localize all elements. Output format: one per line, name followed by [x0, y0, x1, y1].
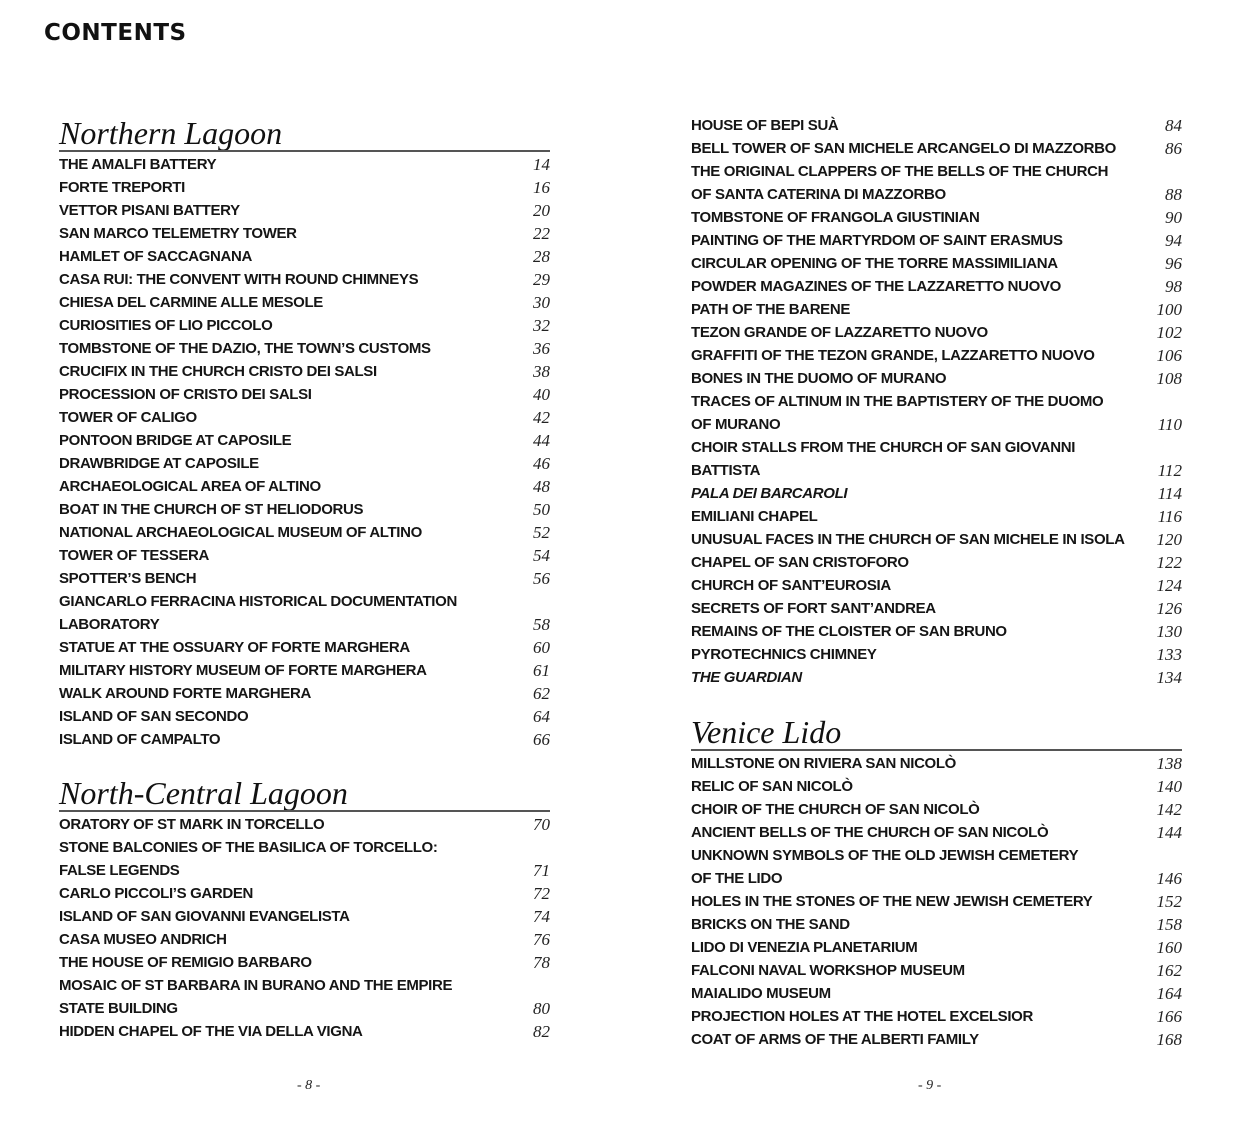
toc-entry[interactable] — [59, 728, 550, 751]
entry-title[interactable]: FALSE LEGENDS — [59, 862, 180, 879]
entry-title[interactable]: MAIALIDO MUSEUM — [691, 985, 831, 1002]
entry-page-number: 160 — [1156, 938, 1182, 957]
entry-page-number: 20 — [533, 201, 550, 220]
entry-page-number: 58 — [533, 615, 550, 634]
entry-title[interactable]: HOLES IN THE STONES OF THE NEW JEWISH CEMETERY — [691, 893, 1093, 910]
toc-entry[interactable] — [59, 406, 550, 429]
toc-entry[interactable] — [691, 160, 1182, 183]
entry-page-number: 14 — [533, 155, 550, 174]
toc-entry[interactable] — [59, 882, 550, 905]
entry-page-number: 90 — [1165, 208, 1182, 227]
entry-page-number: 122 — [1156, 553, 1182, 572]
entry-title[interactable]: SPOTTER’S BENCH — [59, 570, 197, 587]
entry-page-number: 102 — [1156, 323, 1182, 342]
toc-entry[interactable] — [691, 982, 1182, 1005]
entry-page-number: 76 — [533, 930, 550, 949]
entry-title[interactable]: HAMLET OF SACCAGNANA — [59, 248, 252, 265]
toc-entry[interactable] — [59, 1020, 550, 1043]
toc-entry[interactable] — [59, 567, 550, 590]
section-heading: Northern Lagoon — [59, 115, 283, 151]
toc-entry[interactable] — [59, 636, 550, 659]
entry-title[interactable]: CRUCIFIX IN THE CHURCH CRISTO DEI SALSI — [59, 363, 377, 380]
toc-entry[interactable] — [59, 498, 550, 521]
entry-page-number: 94 — [1165, 231, 1182, 250]
toc-entry[interactable] — [691, 206, 1182, 229]
entry-page-number: 40 — [533, 385, 550, 404]
toc-entry[interactable] — [59, 337, 550, 360]
toc-entry[interactable] — [691, 436, 1182, 459]
toc-entry[interactable] — [59, 859, 550, 882]
toc-entry[interactable] — [691, 844, 1182, 867]
entry-page-number: 54 — [533, 546, 550, 565]
entry-page-number: 164 — [1156, 984, 1182, 1003]
toc-entry[interactable] — [59, 659, 550, 682]
entry-title[interactable]: REMAINS OF THE CLOISTER OF SAN BRUNO — [691, 623, 1007, 640]
entry-title[interactable]: STATUE AT THE OSSUARY OF FORTE MARGHERA — [59, 639, 410, 656]
toc-entry[interactable] — [59, 360, 550, 383]
entry-title[interactable]: CHOIR OF THE CHURCH OF SAN NICOLÒ — [691, 801, 980, 818]
toc-entry[interactable] — [59, 314, 550, 337]
toc-entry[interactable] — [59, 429, 550, 452]
toc-entry[interactable] — [691, 821, 1182, 844]
entry-page-number: 126 — [1156, 599, 1182, 618]
entry-title[interactable]: BONES IN THE DUOMO OF MURANO — [691, 370, 947, 387]
entry-title[interactable]: THE GUARDIAN — [691, 669, 802, 686]
entry-page-number: 46 — [533, 454, 550, 473]
toc-entry[interactable] — [59, 245, 550, 268]
entry-page-number: 158 — [1156, 915, 1182, 934]
entry-page-number: 64 — [533, 707, 550, 726]
entry-title[interactable]: OF MURANO — [691, 416, 781, 433]
entry-page-number: 86 — [1165, 139, 1182, 158]
entry-title[interactable]: ISLAND OF SAN GIOVANNI EVANGELISTA — [59, 908, 350, 925]
entry-page-number: 110 — [1157, 415, 1182, 434]
entry-title[interactable]: CASA RUI: THE CONVENT WITH ROUND CHIMNEYS — [59, 271, 419, 288]
entry-page-number: 29 — [533, 270, 550, 289]
entry-title[interactable]: STONE BALCONIES OF THE BASILICA OF TORCELLO: — [59, 839, 438, 856]
entry-title[interactable]: MILITARY HISTORY MUSEUM OF FORTE MARGHERA — [59, 662, 427, 679]
toc-entry[interactable] — [691, 229, 1182, 252]
toc-entry[interactable] — [691, 890, 1182, 913]
entry-title[interactable]: LABORATORY — [59, 616, 160, 633]
entry-page-number: 140 — [1156, 777, 1182, 796]
entry-page-number: 42 — [533, 408, 550, 427]
entry-page-number: 142 — [1156, 800, 1182, 819]
entry-title[interactable]: FALCONI NAVAL WORKSHOP MUSEUM — [691, 962, 965, 979]
toc-entry[interactable] — [59, 705, 550, 728]
entry-page-number: 124 — [1156, 576, 1182, 595]
entry-page-number: 144 — [1156, 823, 1182, 842]
entry-title[interactable]: THE AMALFI BATTERY — [59, 156, 217, 173]
toc-entry[interactable] — [691, 936, 1182, 959]
entry-page-number: 134 — [1156, 668, 1182, 687]
entry-title[interactable]: CIRCULAR OPENING OF THE TORRE MASSIMILIANA — [691, 255, 1058, 272]
entry-title[interactable]: TOMBSTONE OF THE DAZIO, THE TOWN’S CUSTOMS — [59, 340, 431, 357]
toc-entry[interactable] — [691, 1028, 1182, 1051]
toc-entry[interactable] — [59, 836, 550, 859]
entry-page-number: 60 — [533, 638, 550, 657]
toc-entry[interactable] — [59, 199, 550, 222]
entry-title[interactable]: UNKNOWN SYMBOLS OF THE OLD JEWISH CEMETERY — [691, 847, 1079, 864]
entry-page-number: 32 — [533, 316, 550, 335]
toc-entry[interactable] — [691, 574, 1182, 597]
section-divider — [59, 810, 550, 812]
entry-title[interactable]: CURIOSITIES OF LIO PICCOLO — [59, 317, 273, 334]
entry-title[interactable]: PONTOON BRIDGE AT CAPOSILE — [59, 432, 292, 449]
entry-title[interactable]: HIDDEN CHAPEL OF THE VIA DELLA VIGNA — [59, 1023, 363, 1040]
toc-entry[interactable] — [691, 114, 1182, 137]
section-divider — [691, 749, 1182, 751]
toc-entry[interactable] — [59, 383, 550, 406]
entry-page-number: 100 — [1156, 300, 1182, 319]
toc-entry[interactable] — [59, 153, 550, 176]
entry-page-number: 62 — [533, 684, 550, 703]
toc-entry[interactable] — [59, 452, 550, 475]
entry-title[interactable]: BELL TOWER OF SAN MICHELE ARCANGELO DI MAZZORBO — [691, 140, 1116, 157]
toc-entry[interactable] — [691, 752, 1182, 775]
toc-entry[interactable] — [691, 413, 1182, 436]
entry-page-number: 162 — [1156, 961, 1182, 980]
toc-entry[interactable] — [691, 551, 1182, 574]
entry-title[interactable]: CARLO PICCOLI’S GARDEN — [59, 885, 253, 902]
toc-entry[interactable] — [691, 252, 1182, 275]
entry-title[interactable]: FORTE TREPORTI — [59, 179, 185, 196]
entry-title[interactable]: TOMBSTONE OF FRANGOLA GIUSTINIAN — [691, 209, 980, 226]
toc-entry[interactable] — [691, 321, 1182, 344]
entry-title[interactable]: VETTOR PISANI BATTERY — [59, 202, 240, 219]
toc-entry[interactable] — [691, 775, 1182, 798]
entry-title[interactable]: BOAT IN THE CHURCH OF ST HELIODORUS — [59, 501, 364, 518]
entry-title[interactable]: ORATORY OF ST MARK IN TORCELLO — [59, 816, 325, 833]
entry-title[interactable]: PATH OF THE BARENE — [691, 301, 850, 318]
toc-entry[interactable] — [691, 528, 1182, 551]
toc-entry[interactable] — [59, 813, 550, 836]
entry-title[interactable]: CHAPEL OF SAN CRISTOFORO — [691, 554, 909, 571]
entry-page-number: 70 — [533, 815, 550, 834]
entry-title[interactable]: DRAWBRIDGE AT CAPOSILE — [59, 455, 259, 472]
entry-title[interactable]: BRICKS ON THE SAND — [691, 916, 850, 933]
toc-entry[interactable] — [691, 367, 1182, 390]
toc-entry[interactable] — [691, 390, 1182, 413]
entry-title[interactable]: STATE BUILDING — [59, 1000, 178, 1017]
section-heading: North-Central Lagoon — [59, 775, 348, 811]
entry-title[interactable]: PALA DEI BARCAROLI — [691, 485, 848, 502]
toc-entry[interactable] — [691, 137, 1182, 160]
entry-page-number: 88 — [1165, 185, 1182, 204]
toc-entry[interactable] — [691, 482, 1182, 505]
entry-title[interactable]: SAN MARCO TELEMETRY TOWER — [59, 225, 297, 242]
toc-entry[interactable] — [59, 951, 550, 974]
toc-entry[interactable] — [691, 298, 1182, 321]
entry-title[interactable]: EMILIANI CHAPEL — [691, 508, 818, 525]
entry-title[interactable]: UNUSUAL FACES IN THE CHURCH OF SAN MICHELE IN ISOLA — [691, 531, 1125, 548]
entry-page-number: 146 — [1156, 869, 1182, 888]
toc-entry[interactable] — [691, 867, 1182, 890]
entry-page-number: 28 — [533, 247, 550, 266]
entry-title[interactable]: THE ORIGINAL CLAPPERS OF THE BELLS OF THE CHURCH — [691, 163, 1109, 180]
entry-title[interactable]: MOSAIC OF ST BARBARA IN BURANO AND THE EMPIRE — [59, 977, 453, 994]
entry-page-number: 30 — [533, 293, 550, 312]
section-heading: Venice Lido — [691, 714, 842, 750]
toc-entry[interactable] — [691, 643, 1182, 666]
toc-entry[interactable] — [59, 974, 550, 997]
entry-page-number: 116 — [1157, 507, 1182, 526]
entry-page-number: 36 — [533, 339, 550, 358]
entry-title[interactable]: HOUSE OF BEPI SUÀ — [691, 117, 839, 134]
entry-page-number: 98 — [1165, 277, 1182, 296]
toc-entry[interactable] — [691, 597, 1182, 620]
toc-entry[interactable] — [691, 620, 1182, 643]
entry-title[interactable]: OF THE LIDO — [691, 870, 783, 887]
entry-page-number: 78 — [533, 953, 550, 972]
entry-title[interactable]: GIANCARLO FERRACINA HISTORICAL DOCUMENTATION — [59, 593, 457, 610]
toc-entry[interactable] — [691, 666, 1182, 689]
toc-entry[interactable] — [691, 344, 1182, 367]
toc-entry[interactable] — [691, 505, 1182, 528]
entry-page-number: 72 — [533, 884, 550, 903]
toc-entry[interactable] — [691, 913, 1182, 936]
toc-entry[interactable] — [59, 544, 550, 567]
entry-title[interactable]: PYROTECHNICS CHIMNEY — [691, 646, 877, 663]
toc-entry[interactable] — [59, 590, 550, 613]
entry-page-number: 133 — [1156, 645, 1182, 664]
entry-title[interactable]: PAINTING OF THE MARTYRDOM OF SAINT ERASMUS — [691, 232, 1063, 249]
toc-entry[interactable] — [59, 997, 550, 1020]
toc-entry[interactable] — [691, 1005, 1182, 1028]
toc-entry[interactable] — [691, 183, 1182, 206]
entry-title[interactable]: CHURCH OF SANT’EUROSIA — [691, 577, 891, 594]
entry-title[interactable]: BATTISTA — [691, 462, 761, 479]
entry-page-number: 16 — [533, 178, 550, 197]
entry-title[interactable]: THE HOUSE OF REMIGIO BARBARO — [59, 954, 312, 971]
entry-title[interactable]: ISLAND OF CAMPALTO — [59, 731, 221, 748]
entry-title[interactable]: OF SANTA CATERINA DI MAZZORBO — [691, 186, 946, 203]
entry-title[interactable]: COAT OF ARMS OF THE ALBERTI FAMILY — [691, 1031, 979, 1048]
entry-page-number: 168 — [1156, 1030, 1182, 1049]
entry-title[interactable]: TOWER OF TESSERA — [59, 547, 209, 564]
toc-entry[interactable] — [691, 275, 1182, 298]
entry-page-number: 56 — [533, 569, 550, 588]
toc-entry[interactable] — [59, 176, 550, 199]
toc-entry[interactable] — [59, 613, 550, 636]
entry-title[interactable]: PROCESSION OF CRISTO DEI SALSI — [59, 386, 312, 403]
entry-title[interactable]: PROJECTION HOLES AT THE HOTEL EXCELSIOR — [691, 1008, 1033, 1025]
entry-page-number: 166 — [1156, 1007, 1182, 1026]
entry-title[interactable]: GRAFFITI OF THE TEZON GRANDE, LAZZARETTO NUOVO — [691, 347, 1095, 364]
toc-entry[interactable] — [691, 798, 1182, 821]
toc-entry[interactable] — [59, 268, 550, 291]
toc-entry[interactable] — [59, 475, 550, 498]
entry-page-number: 114 — [1157, 484, 1182, 503]
entry-page-number: 48 — [533, 477, 550, 496]
toc-entry[interactable] — [59, 521, 550, 544]
entry-title[interactable]: SECRETS OF FORT SANT’ANDREA — [691, 600, 936, 617]
entry-page-number: 130 — [1156, 622, 1182, 641]
section-divider — [59, 150, 550, 152]
entry-page-number: 108 — [1156, 369, 1182, 388]
entry-page-number: 52 — [533, 523, 550, 542]
entry-page-number: 120 — [1156, 530, 1182, 549]
entry-title[interactable]: RELIC OF SAN NICOLÒ — [691, 778, 853, 795]
entry-title[interactable]: TOWER OF CALIGO — [59, 409, 197, 426]
entry-title[interactable]: TEZON GRANDE OF LAZZARETTO NUOVO — [691, 324, 988, 341]
toc-entry[interactable] — [691, 459, 1182, 482]
contents-title: CONTENTS — [44, 20, 187, 46]
entry-title[interactable]: LIDO DI VENEZIA PLANETARIUM — [691, 939, 918, 956]
entry-page-number: 138 — [1156, 754, 1182, 773]
entry-title[interactable]: POWDER MAGAZINES OF THE LAZZARETTO NUOVO — [691, 278, 1061, 295]
entry-page-number: 50 — [533, 500, 550, 519]
entry-title[interactable]: CHOIR STALLS FROM THE CHURCH OF SAN GIOVANNI — [691, 439, 1076, 456]
entry-page-number: 74 — [533, 907, 550, 926]
entry-page-number: 82 — [533, 1022, 550, 1041]
toc-entry[interactable] — [59, 222, 550, 245]
entry-title[interactable]: ANCIENT BELLS OF THE CHURCH OF SAN NICOLÒ — [691, 824, 1049, 841]
toc-entry[interactable] — [59, 291, 550, 314]
entry-page-number: 38 — [533, 362, 550, 381]
entry-title[interactable]: TRACES OF ALTINUM IN THE BAPTISTERY OF THE DUOMO — [691, 393, 1104, 410]
entry-page-number: 80 — [533, 999, 550, 1018]
page-number-left: - 8 - — [297, 1078, 321, 1093]
entry-page-number: 66 — [533, 730, 550, 749]
toc-entry[interactable] — [59, 682, 550, 705]
entry-title[interactable]: ARCHAEOLOGICAL AREA OF ALTINO — [59, 478, 321, 495]
entry-title[interactable]: CHIESA DEL CARMINE ALLE MESOLE — [59, 294, 323, 311]
entry-title[interactable]: CASA MUSEO ANDRICH — [59, 931, 227, 948]
toc-entry[interactable] — [59, 905, 550, 928]
entry-page-number: 152 — [1156, 892, 1182, 911]
entry-page-number: 22 — [533, 224, 550, 243]
entry-title[interactable]: WALK AROUND FORTE MARGHERA — [59, 685, 311, 702]
entry-page-number: 106 — [1156, 346, 1182, 365]
entry-page-number: 44 — [533, 431, 550, 450]
entry-title[interactable]: MILLSTONE ON RIVIERA SAN NICOLÒ — [691, 755, 956, 772]
entry-title[interactable]: NATIONAL ARCHAEOLOGICAL MUSEUM OF ALTINO — [59, 524, 422, 541]
entry-page-number: 112 — [1157, 461, 1182, 480]
toc-entry[interactable] — [691, 959, 1182, 982]
entry-page-number: 71 — [533, 861, 550, 880]
entry-page-number: 96 — [1165, 254, 1182, 273]
entry-page-number: 61 — [533, 661, 550, 680]
toc-entry[interactable] — [59, 928, 550, 951]
entry-page-number: 84 — [1165, 116, 1182, 135]
entry-title[interactable]: ISLAND OF SAN SECONDO — [59, 708, 249, 725]
page-number-right: - 9 - — [918, 1078, 942, 1093]
